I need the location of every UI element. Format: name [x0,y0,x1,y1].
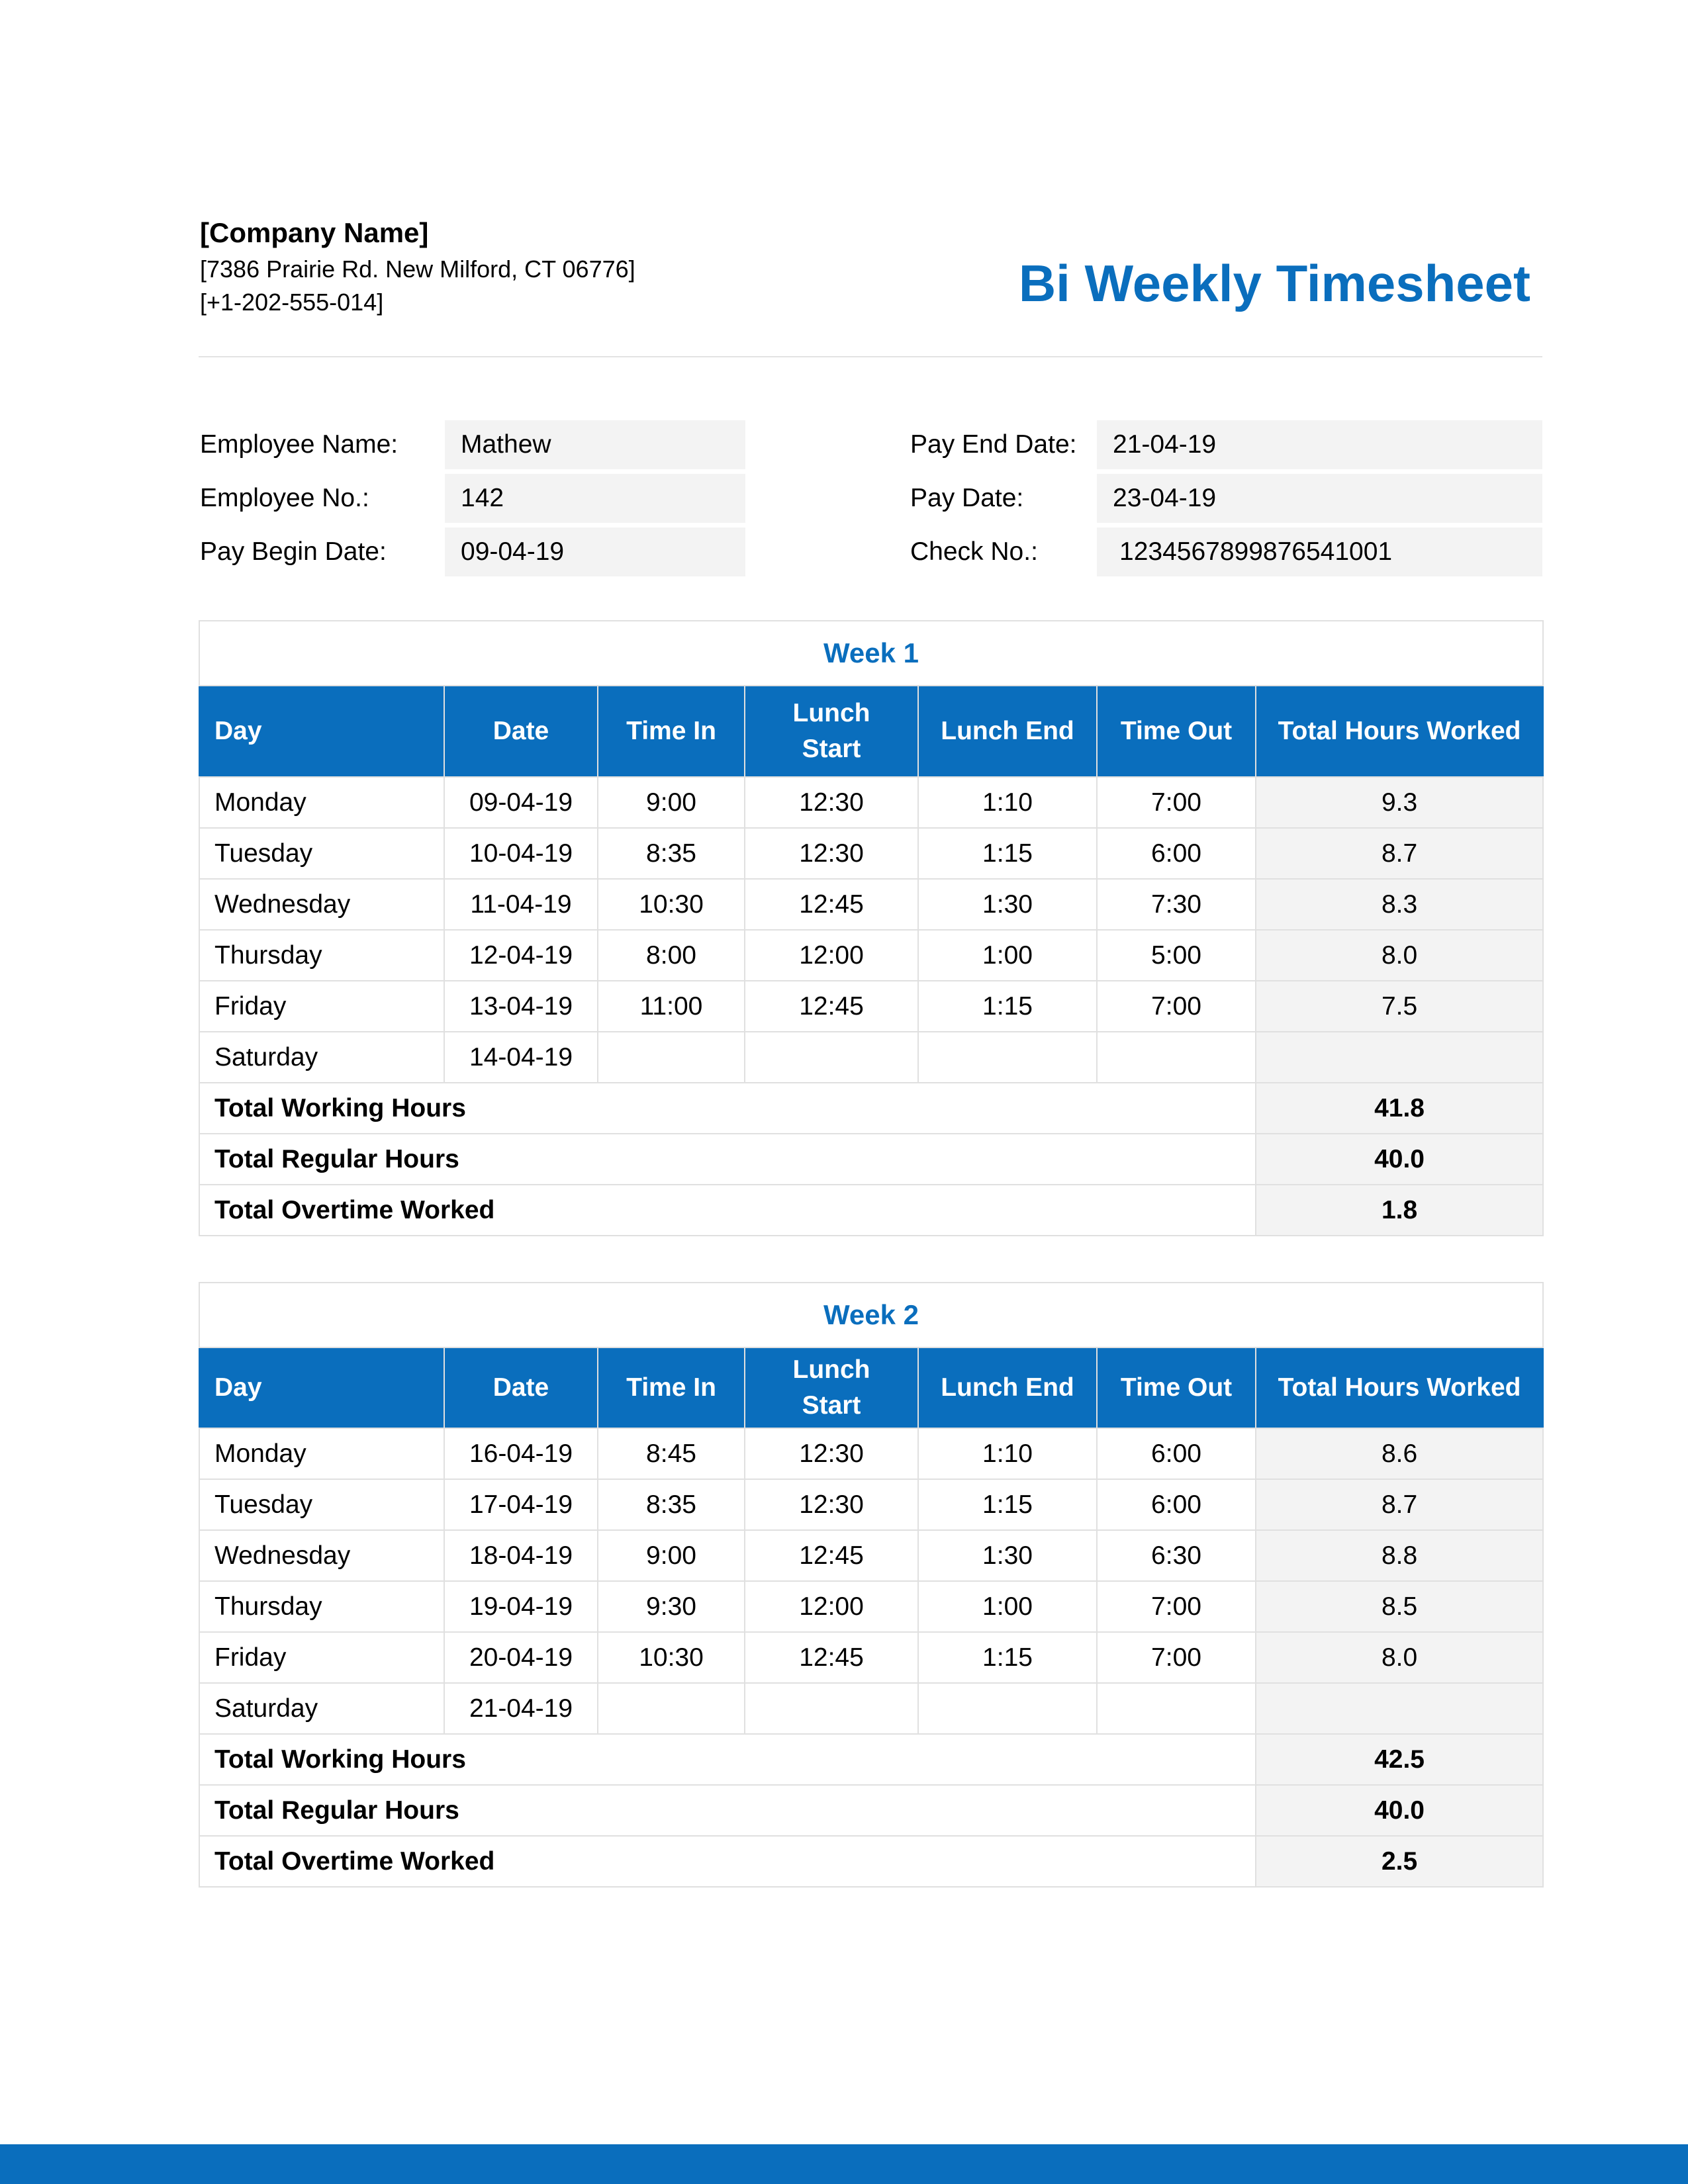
employee-number-label: Employee No.: [200,484,369,512]
company-name: [Company Name] [200,217,429,248]
summary-label: Total Regular Hours [199,1785,1256,1836]
table-cell[interactable]: 8:45 [598,1428,745,1479]
table-cell[interactable]: 1:15 [918,1479,1097,1530]
table-cell[interactable]: Tuesday [199,1479,444,1530]
summary-row [199,1785,1543,1836]
table-cell[interactable]: 13-04-19 [444,981,598,1032]
table-cell[interactable]: 1:15 [918,1632,1097,1683]
table-cell[interactable]: 10:30 [598,879,745,930]
column-header: Time In [598,686,745,777]
column-header: Time Out [1097,686,1256,777]
week-1-table [199,620,1544,1236]
table-cell[interactable]: 6:30 [1097,1530,1256,1581]
table-cell[interactable]: 1:00 [918,1581,1097,1632]
table-cell[interactable]: 12:30 [745,777,918,828]
table-cell[interactable]: 12:45 [745,981,918,1032]
employee-name-label: Employee Name: [200,430,399,459]
pay-end-label: Pay End Date: [910,430,1077,459]
check-number-label: Check No.: [910,537,1038,566]
pay-date-row [910,474,1542,523]
summary-row [199,1734,1543,1785]
table-cell[interactable] [745,1032,918,1083]
table-cell[interactable]: 8:00 [598,930,745,981]
table-cell[interactable]: 11:00 [598,981,745,1032]
employee-name-field[interactable]: Mathew [445,420,745,469]
pay-end-field[interactable]: 21-04-19 [1097,420,1542,469]
table-cell[interactable]: 8:35 [598,1479,745,1530]
summary-value[interactable]: 40.0 [1256,1134,1543,1185]
company-phone: [+1-202-555-014] [200,289,384,316]
table-cell[interactable]: 9.3 [1256,777,1543,828]
table-cell[interactable]: 7:00 [1097,981,1256,1032]
table-cell[interactable] [598,1683,745,1734]
check-number-field[interactable]: 1234567899876541001 [1097,527,1542,576]
summary-label: Total Overtime Worked [199,1185,1256,1236]
table-cell[interactable]: 09-04-19 [444,777,598,828]
table-cell[interactable]: Tuesday [199,828,444,879]
table-cell[interactable] [745,1683,918,1734]
table-cell[interactable]: Wednesday [199,879,444,930]
pay-date-label: Pay Date: [910,484,1024,512]
column-header: Lunch Start [745,1347,918,1428]
summary-label: Total Overtime Worked [199,1836,1256,1887]
table-cell[interactable] [1256,1032,1543,1083]
table-cell[interactable]: 12:30 [745,1479,918,1530]
company-address: [7386 Prairie Rd. New Milford, CT 06776] [200,255,635,283]
table-cell[interactable]: Monday [199,1428,444,1479]
table-cell[interactable]: 8.8 [1256,1530,1543,1581]
summary-value[interactable]: 2.5 [1256,1836,1543,1887]
table-cell[interactable]: Thursday [199,1581,444,1632]
document-title: Bi Weekly Timesheet [1018,254,1530,312]
summary-value[interactable]: 40.0 [1256,1785,1543,1836]
table-row [199,930,1543,981]
column-header: Total Hours Worked [1256,1347,1543,1428]
table-cell[interactable] [918,1032,1097,1083]
table-cell[interactable]: 1:10 [918,1428,1097,1479]
summary-value[interactable]: 42.5 [1256,1734,1543,1785]
table-row [199,1428,1543,1479]
table-cell[interactable]: 20-04-19 [444,1632,598,1683]
table-row [199,879,1543,930]
column-header: Time In [598,1347,745,1428]
table-cell[interactable] [918,1683,1097,1734]
table-cell[interactable]: Saturday [199,1683,444,1734]
week-title: Week 1 [199,621,1543,686]
table-cell[interactable] [1097,1683,1256,1734]
table-cell[interactable]: 9:30 [598,1581,745,1632]
table-cell[interactable]: 16-04-19 [444,1428,598,1479]
table-cell[interactable]: 10-04-19 [444,828,598,879]
employee-name-row [200,420,745,469]
table-cell[interactable]: 7.5 [1256,981,1543,1032]
table-row [199,1032,1543,1083]
table-cell[interactable]: Monday [199,777,444,828]
table-cell[interactable]: 8.7 [1256,828,1543,879]
table-cell[interactable]: 8.7 [1256,1479,1543,1530]
table-cell[interactable]: 8.5 [1256,1581,1543,1632]
table-cell[interactable]: 8.3 [1256,879,1543,930]
week-2-table [199,1282,1544,1888]
table-cell[interactable]: 12:45 [745,1530,918,1581]
column-header: Total Hours Worked [1256,686,1543,777]
table-cell[interactable]: 8.0 [1256,930,1543,981]
pay-begin-field[interactable]: 09-04-19 [445,527,745,576]
footer-bar [0,2144,1688,2184]
column-header: Date [444,1347,598,1428]
table-cell[interactable]: 18-04-19 [444,1530,598,1581]
table-row [199,828,1543,879]
summary-value[interactable]: 41.8 [1256,1083,1543,1134]
summary-label: Total Working Hours [199,1083,1256,1134]
table-cell[interactable]: 12:30 [745,828,918,879]
table-cell[interactable]: 8:35 [598,828,745,879]
week-title-row [199,1283,1543,1347]
table-cell[interactable]: 10:30 [598,1632,745,1683]
table-cell[interactable]: 12:45 [745,879,918,930]
table-cell[interactable]: 12-04-19 [444,930,598,981]
pay-end-row [910,420,1542,469]
column-header: Lunch End [918,1347,1097,1428]
column-header: Date [444,686,598,777]
pay-begin-label: Pay Begin Date: [200,537,387,566]
table-cell[interactable]: Thursday [199,930,444,981]
table-cell[interactable]: 1:10 [918,777,1097,828]
employee-number-row [200,474,745,523]
employee-number-field[interactable]: 142 [445,474,745,523]
table-row [199,1581,1543,1632]
column-header-row [199,1347,1543,1428]
table-row [199,1632,1543,1683]
table-cell[interactable]: 1:15 [918,981,1097,1032]
summary-row [199,1836,1543,1887]
table-cell[interactable]: 21-04-19 [444,1683,598,1734]
table-cell[interactable]: 12:45 [745,1632,918,1683]
table-cell[interactable]: Friday [199,1632,444,1683]
table-cell[interactable]: 12:00 [745,930,918,981]
table-cell[interactable]: 1:00 [918,930,1097,981]
table-cell[interactable]: 1:15 [918,828,1097,879]
table-cell[interactable]: 17-04-19 [444,1479,598,1530]
header-divider [199,356,1542,357]
table-cell[interactable]: 7:30 [1097,879,1256,930]
week-title-row [199,621,1543,686]
column-header: Lunch Start [745,686,918,777]
table-cell[interactable]: 11-04-19 [444,879,598,930]
table-cell[interactable]: 6:00 [1097,828,1256,879]
check-number-row [910,527,1542,576]
table-cell[interactable]: 1:30 [918,879,1097,930]
table-row [199,981,1543,1032]
company-block [200,213,928,319]
table-cell[interactable]: Friday [199,981,444,1032]
table-cell[interactable]: 1:30 [918,1530,1097,1581]
summary-value[interactable]: 1.8 [1256,1185,1543,1236]
table-row [199,1530,1543,1581]
table-cell[interactable] [1256,1683,1543,1734]
column-header: Day [199,1347,444,1428]
table-cell[interactable]: 14-04-19 [444,1032,598,1083]
table-cell[interactable]: 19-04-19 [444,1581,598,1632]
table-row [199,777,1543,828]
summary-row [199,1083,1543,1134]
table-cell[interactable]: 7:00 [1097,1581,1256,1632]
table-cell[interactable] [1097,1032,1256,1083]
table-cell[interactable]: 6:00 [1097,1479,1256,1530]
table-cell[interactable] [598,1032,745,1083]
table-cell[interactable]: 7:00 [1097,1632,1256,1683]
table-row [199,1479,1543,1530]
column-header: Day [199,686,444,777]
table-cell[interactable]: 7:00 [1097,777,1256,828]
table-cell[interactable]: 5:00 [1097,930,1256,981]
week-title: Week 2 [199,1283,1543,1347]
table-cell[interactable]: 9:00 [598,777,745,828]
table-cell[interactable]: 6:00 [1097,1428,1256,1479]
summary-label: Total Regular Hours [199,1134,1256,1185]
summary-row [199,1185,1543,1236]
column-header: Lunch End [918,686,1097,777]
table-cell[interactable]: Saturday [199,1032,444,1083]
table-cell[interactable]: 12:00 [745,1581,918,1632]
summary-label: Total Working Hours [199,1734,1256,1785]
column-header: Time Out [1097,1347,1256,1428]
table-cell[interactable]: 8.6 [1256,1428,1543,1479]
table-cell[interactable]: 12:30 [745,1428,918,1479]
table-cell[interactable]: Wednesday [199,1530,444,1581]
table-cell[interactable]: 9:00 [598,1530,745,1581]
table-cell[interactable]: 8.0 [1256,1632,1543,1683]
pay-date-field[interactable]: 23-04-19 [1097,474,1542,523]
pay-begin-row [200,527,745,576]
column-header-row [199,686,1543,777]
summary-row [199,1134,1543,1185]
table-row [199,1683,1543,1734]
